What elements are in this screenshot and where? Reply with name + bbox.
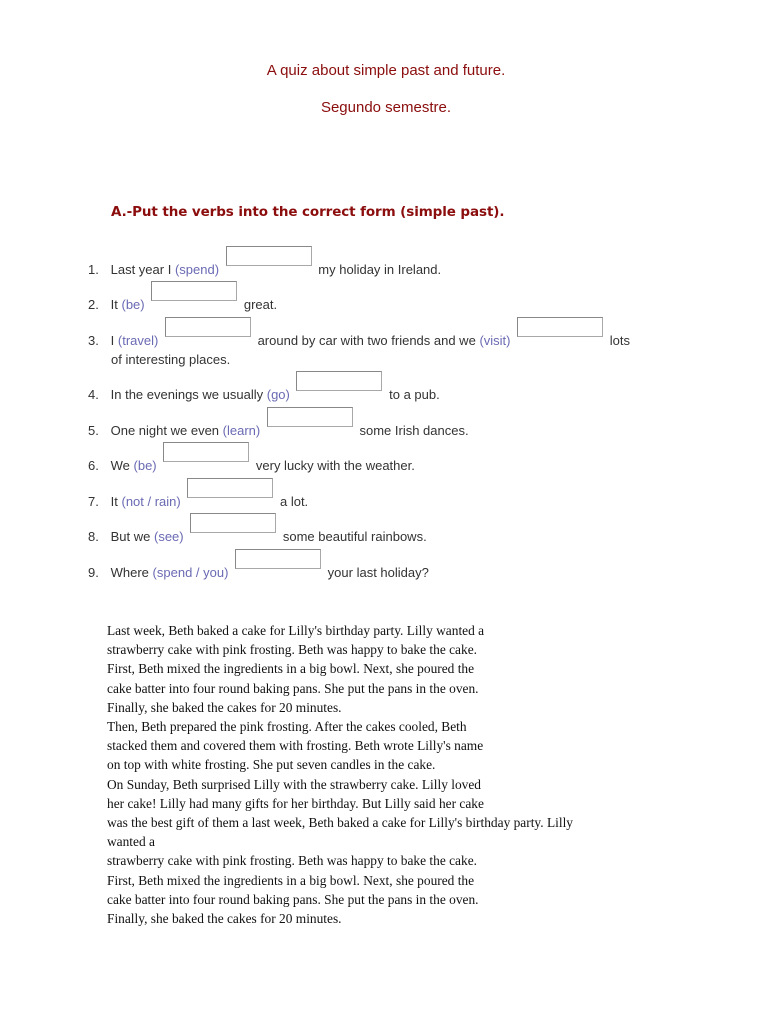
- question-number: 8.: [88, 529, 99, 544]
- question-1: [88, 246, 441, 279]
- verb-hint: (spend / you): [152, 565, 229, 580]
- question-text: In the evenings we usually: [110, 387, 264, 402]
- question-text: It: [110, 297, 118, 312]
- question-text: One night we even: [110, 423, 220, 438]
- answer-input-6[interactable]: [163, 442, 249, 462]
- question-text: some Irish dances.: [359, 423, 469, 438]
- question-9: [88, 549, 429, 582]
- question-text: It: [110, 494, 118, 509]
- reading-line: First, Beth mixed the ingredients in a big bowl. Next, she poured the: [107, 661, 475, 677]
- reading-line: on top with white frosting. She put seven candles in the cake.: [107, 757, 436, 773]
- question-text: lots: [609, 333, 630, 348]
- reading-line: On Sunday, Beth surprised Lilly with the strawberry cake. Lilly loved: [107, 776, 481, 792]
- question-text: very lucky with the weather.: [255, 458, 415, 473]
- answer-input-9[interactable]: [235, 549, 321, 569]
- reading-line: Finally, she baked the cakes for 20 minutes.: [107, 911, 342, 927]
- answer-input-3b[interactable]: [517, 317, 603, 337]
- question-text: my holiday in Ireland.: [318, 262, 442, 277]
- answer-input-8[interactable]: [190, 513, 276, 533]
- answer-input-3a[interactable]: [165, 317, 251, 337]
- question-number: 3.: [88, 333, 99, 348]
- verb-hint: (not / rain): [121, 494, 181, 509]
- reading-line: cake batter into four round baking pans. She put the pans in the oven.: [107, 891, 479, 907]
- verb-hint: (see): [154, 529, 184, 544]
- answer-input-5[interactable]: [267, 407, 353, 427]
- verb-hint: (be): [133, 458, 157, 473]
- verb-hint: (be): [121, 297, 145, 312]
- reading-line: strawberry cake with pink frosting. Beth was happy to bake the cake.: [107, 853, 477, 869]
- question-text: to a pub.: [389, 387, 440, 402]
- question-number: 2.: [88, 297, 99, 312]
- verb-hint: (learn): [222, 423, 261, 438]
- reading-line: stacked them and covered them with frosting. Beth wrote Lilly's name: [107, 738, 484, 754]
- question-number: 4.: [88, 387, 99, 402]
- question-text: I: [110, 333, 115, 348]
- section-a-heading: A.-Put the verbs into the correct form (simple past).: [111, 204, 505, 220]
- question-text: a lot.: [279, 494, 309, 509]
- question-text: But we: [110, 529, 151, 544]
- reading-line: Last week, Beth baked a cake for Lilly's birthday party. Lilly wanted a: [107, 623, 485, 638]
- reading-line: wanted a: [107, 834, 155, 850]
- question-number: 9.: [88, 565, 99, 580]
- verb-hint: (visit): [479, 333, 511, 348]
- page-title: A quiz about simple past and future.: [266, 62, 506, 79]
- question-7: [88, 478, 308, 511]
- reading-passage: [107, 621, 667, 928]
- question-4: [88, 371, 440, 404]
- question-text: Where: [110, 565, 149, 580]
- question-6: [88, 442, 415, 475]
- question-text-continued: of interesting places.: [111, 352, 231, 367]
- reading-line: was the best gift of them a last week, Beth baked a cake for Lilly's birthday party. Lilly: [107, 815, 573, 831]
- question-text: your last holiday?: [327, 565, 429, 580]
- reading-line: First, Beth mixed the ingredients in a big bowl. Next, she poured the: [107, 872, 475, 888]
- question-text: some beautiful rainbows.: [282, 529, 427, 544]
- reading-line: Then, Beth prepared the pink frosting. After the cakes cooled, Beth: [107, 719, 467, 735]
- question-number: 7.: [88, 494, 99, 509]
- question-text: around by car with two friends and we: [257, 333, 476, 348]
- question-text: We: [110, 458, 130, 473]
- reading-line: Finally, she baked the cakes for 20 minutes.: [107, 699, 342, 715]
- question-3: [88, 317, 630, 369]
- verb-hint: (travel): [117, 333, 159, 348]
- question-number: 5.: [88, 423, 99, 438]
- reading-line: her cake! Lilly had many gifts for her birthday. But Lilly said her cake: [107, 795, 484, 811]
- verb-hint: (spend): [174, 262, 220, 277]
- question-5: [88, 407, 469, 440]
- verb-hint: (go): [266, 387, 290, 402]
- answer-input-1[interactable]: [226, 246, 312, 266]
- question-text: Last year I: [110, 262, 172, 277]
- page-subtitle: Segundo semestre.: [320, 99, 452, 116]
- question-2: [88, 281, 277, 314]
- question-number: 1.: [88, 262, 99, 277]
- answer-input-2[interactable]: [151, 281, 237, 301]
- answer-input-4[interactable]: [296, 371, 382, 391]
- reading-line: strawberry cake with pink frosting. Beth was happy to bake the cake.: [107, 642, 477, 658]
- question-8: [88, 513, 427, 546]
- question-number: 6.: [88, 458, 99, 473]
- reading-line: cake batter into four round baking pans. She put the pans in the oven.: [107, 680, 479, 696]
- answer-input-7[interactable]: [187, 478, 273, 498]
- question-text: great.: [243, 297, 278, 312]
